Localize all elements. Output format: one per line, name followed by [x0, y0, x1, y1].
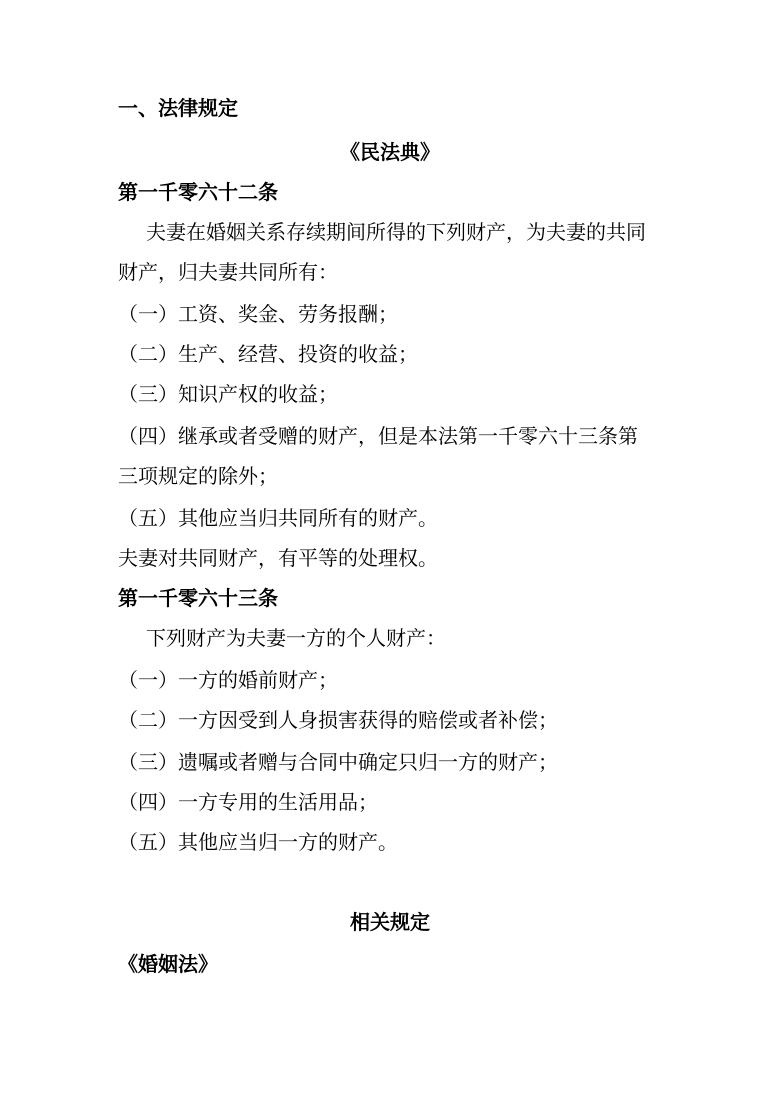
article-1062-closing: 夫妻对共同财产，有平等的处理权。 [118, 546, 438, 570]
article-1062-intro-line1: 夫妻在婚姻关系存续期间所得的下列财产，为夫妻的共同 [146, 220, 646, 244]
article-1062-item4-line1: （四）继承或者受赠的财产，但是本法第一千零六十三条第 [118, 424, 638, 448]
civil-code-title: 《民法典》 [340, 140, 440, 164]
marriage-law-title: 《婚姻法》 [118, 952, 218, 976]
related-heading: 相关规定 [350, 910, 430, 934]
article-1062-item3: （三）知识产权的收益； [118, 382, 338, 406]
section-heading: 一、法律规定 [118, 96, 238, 120]
article-1063-heading: 第一千零六十三条 [118, 586, 278, 610]
article-1063-item5: （五）其他应当归一方的财产。 [118, 830, 398, 854]
article-1062-item5: （五）其他应当归共同所有的财产。 [118, 506, 438, 530]
article-1063-item3: （三）遗嘱或者赠与合同中确定只归一方的财产； [118, 750, 558, 774]
article-1062-item4-line2: 三项规定的除外； [118, 464, 278, 488]
article-1063-item4: （四）一方专用的生活用品； [118, 790, 378, 814]
article-1062-item2: （二）生产、经营、投资的收益； [118, 342, 418, 366]
article-1063-intro: 下列财产为夫妻一方的个人财产： [146, 626, 446, 650]
article-1062-heading: 第一千零六十二条 [118, 180, 278, 204]
article-1062-item1: （一）工资、奖金、劳务报酬； [118, 302, 398, 326]
article-1063-item2: （二）一方因受到人身损害获得的赔偿或者补偿； [118, 708, 558, 732]
article-1062-intro-line2: 财产，归夫妻共同所有： [118, 260, 338, 284]
article-1063-item1: （一）一方的婚前财产； [118, 668, 338, 692]
